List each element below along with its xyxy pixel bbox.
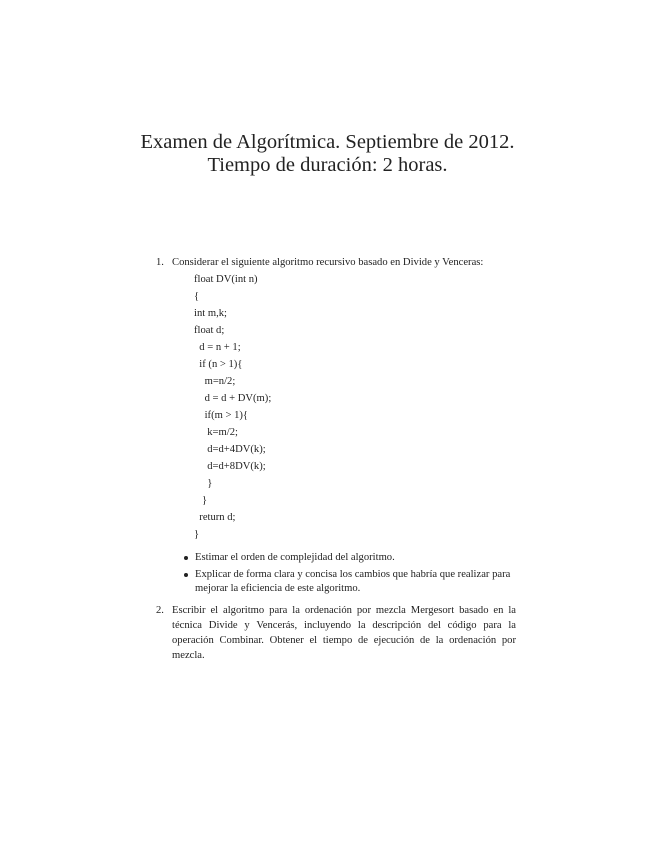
question-text: Escribir el algoritmo para la ordenación por mezcla Mergesort basado en la técnica Divide y Vencerás, incluyendo la descripción del código para la operación Combinar. Obtener el tiempo de ejecución de la ordenación por mezcla.: [172, 605, 516, 661]
code-line: d = n + 1;: [194, 342, 241, 353]
code-line: {: [194, 291, 200, 302]
question-1: [156, 255, 516, 270]
code-line: }: [194, 478, 213, 489]
code-line: int m,k;: [194, 308, 227, 319]
code-line: d=d+8DV(k);: [194, 461, 266, 472]
code-line: }: [194, 529, 200, 540]
code-line: float DV(int n): [194, 274, 258, 285]
code-line: if (n > 1){: [194, 359, 243, 370]
exam-duration: Tiempo de duración: 2 horas.: [207, 154, 448, 176]
code-line: }: [194, 495, 208, 506]
code-line: return d;: [194, 512, 236, 523]
question-text: Considerar el siguiente algoritmo recursivo basado en Divide y Venceras:: [172, 257, 484, 268]
question-number: 2.: [156, 605, 164, 616]
code-line: d = d + DV(m);: [194, 393, 272, 404]
code-line: m=n/2;: [194, 376, 236, 387]
bullet-icon: [184, 556, 188, 560]
code-line: if(m > 1){: [194, 410, 249, 421]
question-2: [156, 603, 516, 663]
code-line: k=m/2;: [194, 427, 238, 438]
code-line: float d;: [194, 325, 225, 336]
code-line: d=d+4DV(k);: [194, 444, 266, 455]
exam-title: Examen de Algorítmica. Septiembre de 2012.: [140, 131, 515, 153]
bullet-text: Explicar de forma clara y concisa los cambios que habría que realizar para mejorar la eficiencia de este algoritmo.: [195, 569, 511, 594]
bullet-text: Estimar el orden de complejidad del algoritmo.: [195, 552, 395, 563]
bullet-icon: [184, 573, 188, 577]
question-number: 1.: [156, 257, 164, 268]
list-item: [184, 568, 516, 596]
bullet-list: [184, 551, 516, 599]
list-item: [184, 551, 516, 565]
